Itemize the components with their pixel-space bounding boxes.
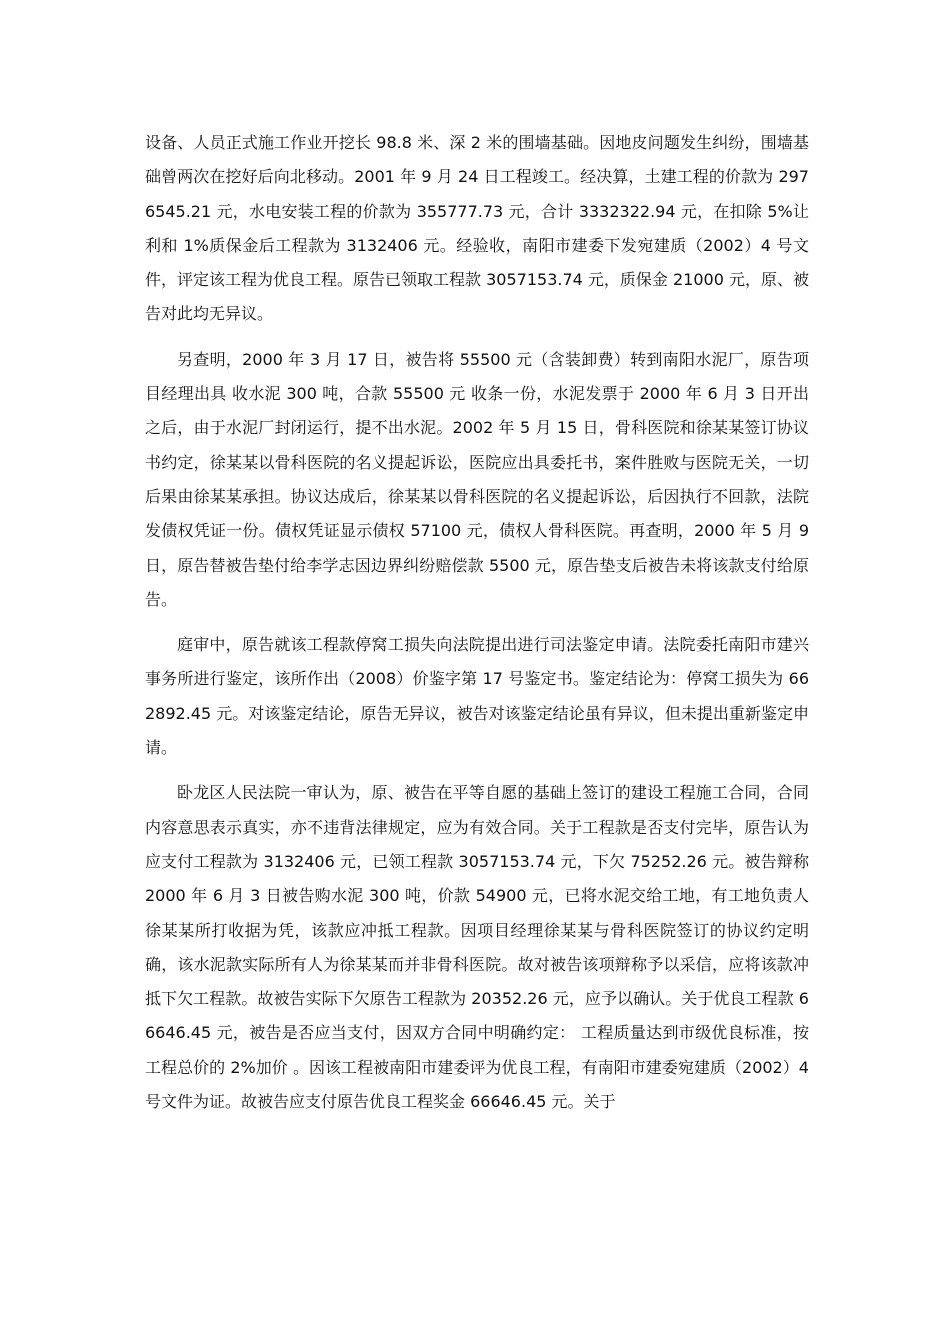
paragraph-4: 卧龙区人民法院一审认为，原、被告在平等自愿的基础上签订的建设工程施工合同，合同内容意思表示真实，亦不违背法律规定，应为有效合同。关于工程款是否支付完毕，原告认为应支付工程款为 3132406 元，已领工程款 3057153.74 元，下欠 75252.26 元。被告辩称 2000 年 6 月 3 日被告购水泥 300 吨，价款 54900 元，已将水泥交给工地，有工地负责人徐某某所打收据为凭，该款应冲抵工程款。因项目经理徐某某与骨科医院签订的协议约定明确，该水泥款实际所有人为徐某某而并非骨科医院。故对被告该项辩称予以采信，应将该款冲抵下欠工程款。故被告实际下欠原告工程款为 20352.26 元，应予以确认。关于优良工程款 66646.45 元，被告是否应当支付，因双方合同中明确约定： 工程质量达到市级优良标准，按工程总价的 2%加价 。因该工程被南阳市建委评为优良工程，有南阳市建委宛建质（2002）4 号文件为证。故被告应支付原告优良工程奖金 66646.45 元。关于 [145, 783, 809, 1112]
paragraph-2: 另查明，2000 年 3 月 17 日，被告将 55500 元（含装卸费）转到南阳水泥厂，原告项目经理出具 收水泥 300 吨，合款 55500 元 收条一份，水泥发票于 2000 年 6 月 3 日开出之后，由于水泥厂封闭运行，提不出水泥。2002 年 5 月 15 日，骨科医院和徐某某签订协议书约定，徐某某以骨科医院的名义提起诉讼，医院应出具委托书，案件胜败与医院无关，一切后果由徐某某承担。协议达成后，徐某某以骨科医院的名义提起诉讼，后因执行不回款，法院发债权凭证一份。债权凭证显示债权 57100 元，债权人骨科医院。再查明，2000 年 5 月 9 日，原告替被告垫付给李学志因边界纠纷赔偿款 5500 元，原告垫支后被告未将该款支付给原告。 [145, 349, 809, 609]
paragraph-3: 庭审中，原告就该工程款停窝工损失向法院提出进行司法鉴定申请。法院委托南阳市建兴事务所进行鉴定，该所作出（2008）价鉴字第 17 号鉴定书。鉴定结论为：停窝工损失为 662892.45 元。对该鉴定结论，原告无异议，被告对该鉴定结论虽有异议，但未提出重新鉴定申请。 [145, 635, 809, 758]
document-body [145, 126, 809, 1130]
paragraph-1: 设备、人员正式施工作业开挖长 98.8 米、深 2 米的围墙基础。因地皮问题发生纠纷，围墙基础曾两次在挖好后向北移动。2001 年 9 月 24 日工程竣工。经决算，土建工程的价款为 2976545.21 元，水电安装工程的价款为 355777.73 元，合计 3332322.94 元，在扣除 5%让利和 1%质保金后工程款为 3132406 元。经验收，南阳市建委下发宛建质（2002）4 号文件，评定该工程为优良工程。原告已领取工程款 3057153.74 元，质保金 21000 元，原、被告对此均无异议。 [145, 133, 809, 324]
